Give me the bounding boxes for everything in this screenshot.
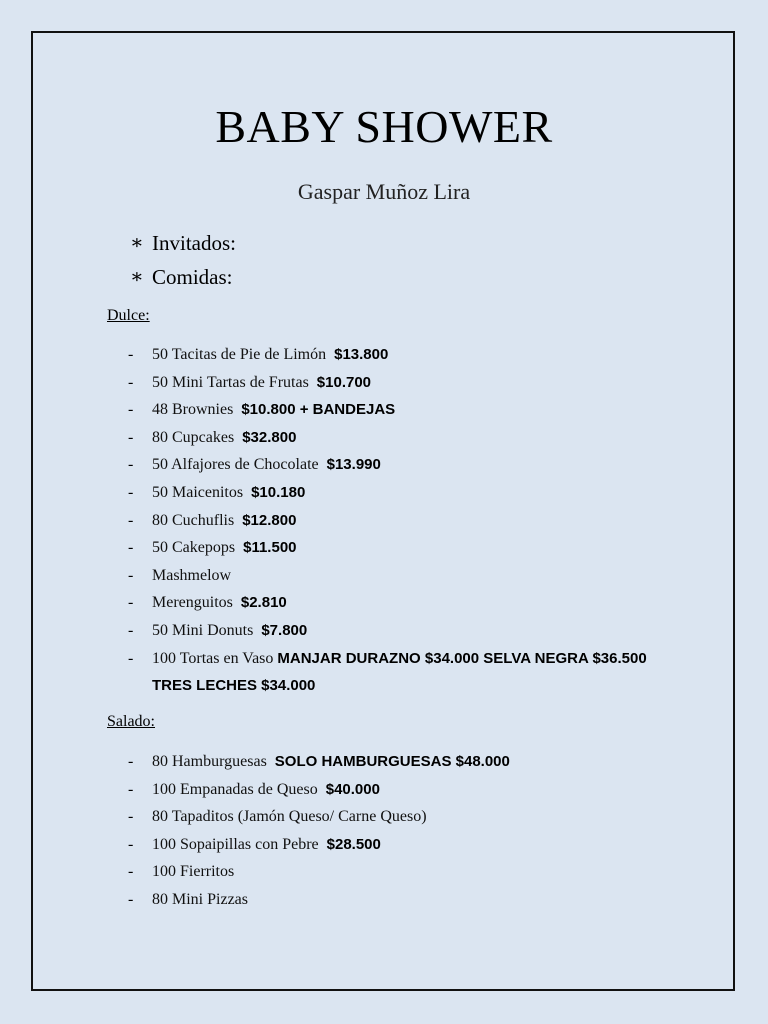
item-price: $10.180 (251, 483, 306, 501)
item-name: 80 Cuchuflis (152, 511, 235, 529)
list-item (128, 617, 652, 645)
list-item (128, 479, 652, 507)
page-title: BABY SHOWER (215, 101, 553, 152)
item-name: 100 Fierritos (152, 863, 235, 881)
item-price: $12.800 (242, 511, 297, 529)
section-heading-dulce: Dulce: (107, 307, 150, 324)
dash-marker: - (128, 835, 134, 853)
list-item (128, 396, 652, 424)
list-item (128, 803, 510, 831)
dash-marker: - (128, 401, 134, 419)
list-item (128, 562, 652, 590)
item-name: 100 Tortas en Vaso (152, 649, 274, 667)
item-name: 80 Hamburguesas (152, 753, 267, 770)
item-price: $13.990 (326, 456, 381, 474)
bullet-label: Invitados: (152, 231, 236, 255)
item-price: $32.800 (242, 428, 297, 446)
item-price: $7.800 (261, 621, 308, 639)
list-item (128, 831, 510, 859)
item-name: 50 Maicenitos (152, 483, 244, 501)
item-price: $2.810 (240, 594, 287, 612)
item-name: 100 Sopaipillas con Pebre (152, 835, 319, 853)
dash-marker: - (128, 539, 134, 557)
dash-marker: - (128, 373, 134, 391)
item-name: 80 Mini Pizzas (152, 890, 248, 908)
item-price: $40.000 (325, 780, 380, 798)
dulce-list (128, 341, 652, 700)
item-name: 50 Alfajores de Chocolate (152, 456, 319, 474)
bullet-invitados (130, 228, 236, 262)
item-name: 48 Brownies (152, 401, 234, 419)
item-name: 80 Cupcakes (152, 428, 235, 446)
item-name: Mashmelow (152, 566, 232, 584)
bullet-comidas (130, 262, 236, 296)
list-item (128, 534, 652, 562)
salado-list (128, 748, 510, 914)
dash-marker: - (128, 780, 134, 798)
list-item (128, 645, 652, 700)
list-item (128, 589, 652, 617)
dash-marker: - (128, 346, 134, 363)
item-price: $28.500 (326, 835, 381, 853)
dash-marker: - (128, 483, 134, 501)
asterisk-bullet-icon: ∗ (130, 266, 144, 288)
item-price: MANJAR DURAZNO $34.000 SELVA NEGRA $36.500 TRES LECHES $34.000 (152, 649, 647, 695)
dash-marker: - (128, 428, 134, 446)
item-name: 50 Cakepops (152, 539, 236, 557)
bullet-label: Comidas: (152, 265, 233, 289)
item-price: $10.700 (316, 373, 372, 391)
dash-marker: - (128, 649, 134, 667)
dash-marker: - (128, 594, 134, 612)
item-name: 80 Tapaditos (Jamón Queso/ Carne Queso) (152, 808, 427, 826)
dash-marker: - (128, 566, 134, 584)
item-text (152, 645, 652, 700)
item-price: $10.800 + BANDEJAS (241, 401, 396, 419)
list-item (128, 748, 510, 776)
list-item (128, 507, 652, 535)
list-item (128, 451, 652, 479)
item-name: 50 Mini Donuts (152, 621, 254, 639)
list-item (128, 858, 510, 886)
list-item (128, 369, 652, 397)
item-price: SOLO HAMBURGUESAS $48.000 (274, 753, 510, 770)
list-item (128, 424, 652, 452)
item-name: 50 Mini Tartas de Frutas (152, 373, 309, 391)
asterisk-bullet-icon: ∗ (130, 232, 144, 254)
item-price: $11.500 (243, 539, 297, 557)
dash-marker: - (128, 753, 134, 770)
item-price: $13.800 (334, 346, 389, 363)
bullet-list (130, 228, 236, 296)
item-name: Merenguitos (152, 594, 233, 612)
dash-marker: - (128, 863, 134, 881)
section-heading-salado: Salado: (107, 713, 155, 730)
list-item (128, 776, 510, 804)
list-item (128, 341, 652, 369)
dash-marker: - (128, 808, 134, 826)
page-subtitle: Gaspar Muñoz Lira (297, 179, 471, 204)
dash-marker: - (128, 890, 134, 908)
item-name: 50 Tacitas de Pie de Limón (152, 346, 327, 363)
dash-marker: - (128, 621, 134, 639)
list-item (128, 886, 510, 914)
dash-marker: - (128, 456, 134, 474)
item-name: 100 Empanadas de Queso (152, 780, 318, 798)
dash-marker: - (128, 511, 134, 529)
